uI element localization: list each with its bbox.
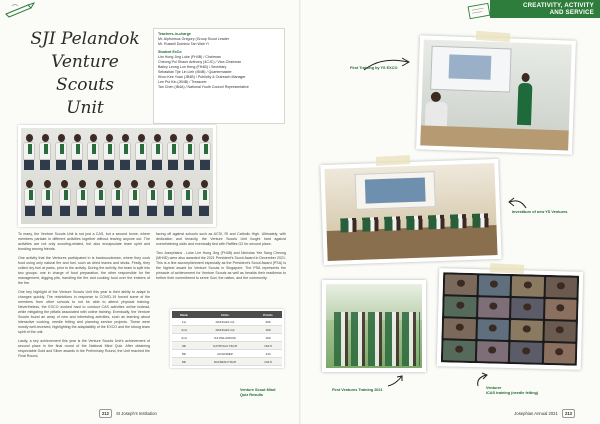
group-member-figure <box>183 134 195 170</box>
group-member-figure <box>119 134 131 170</box>
tape-decoration <box>490 263 524 274</box>
article-column-1 <box>18 232 150 363</box>
caption-investiture: Investiture of new YS Ventures <box>512 210 568 214</box>
group-member-figure <box>94 180 106 216</box>
article-column-2 <box>156 232 286 285</box>
video-tile <box>510 320 542 341</box>
video-tile <box>443 318 475 339</box>
group-member-figure <box>198 180 210 216</box>
committee-info-box <box>153 28 285 124</box>
left-footer <box>96 409 157 418</box>
table-cell: ACSINDEP <box>196 350 254 358</box>
investiture-image <box>324 163 497 261</box>
video-tile <box>545 299 577 320</box>
section-header-line-2: AND SERVICE <box>549 9 594 16</box>
group-member-figure <box>128 180 140 216</box>
video-tile <box>543 343 575 364</box>
table-cell: 190 <box>254 326 282 334</box>
paragraph: One activity that the Ventures participated in is backwoodsman, where they cook food using only natural fire and fuel, such as dried leaves and sticks. Firstly, they collect dry fuel at parks, prior to the activity. During the activity, the team is split into two groups: one in charge of food preparation, the other responsible for fire management, digging pits, handling the fire and cooking food over the embers of the fire. <box>18 256 150 285</box>
group-member-figure <box>167 134 179 170</box>
table-row <box>172 334 282 342</box>
table-cell: DUNMAN HIGH <box>196 358 254 366</box>
teachers-heading: Teachers-in-charge <box>158 32 191 36</box>
video-tile <box>545 277 577 298</box>
table-cell: 132.5 <box>254 358 282 366</box>
video-tile <box>510 342 542 363</box>
outdoor-group-image <box>326 284 422 368</box>
caption-first-training: First Training by YS EXCO <box>350 66 398 70</box>
table-header-units: Units <box>196 311 254 318</box>
group-member-figure <box>111 180 123 216</box>
right-footer <box>514 409 578 418</box>
exco-line: Cheong Pui Shaun Anthony (4CJC) / Vice-Chairman <box>158 60 242 64</box>
video-call-grid <box>441 272 579 366</box>
caption-first-scout-training: First Ventures Training 2021 <box>332 388 383 392</box>
video-tile <box>478 275 510 296</box>
caption-online-line-2: iCAS training (needle felting) <box>486 391 539 395</box>
video-tile <box>476 341 508 362</box>
teacher-line: Mr. Alphonsus Gregory (Group Scout Leader <box>158 37 230 41</box>
table-caption-line-1: Venture Scout Mind <box>240 388 276 392</box>
video-tile <box>444 296 476 317</box>
photo-online-training <box>437 268 584 370</box>
table-row <box>172 326 282 334</box>
paragraph: Two Josephians - Luke Lim Hong Jing (FH4B) and Nicholas Yee Sang Cheung (MH4D) were also awarded the 2021 President's Scout Award in December 2021. This is a fine accomplishment especially as the President's Scout Award (PSA) is the highest award for Venture Scouts in Singapore. The PSA represents the pinnacle of achievement for Venture Scouts as well as heralds their readiness to further their commitment to serve God, the nation, and the community. <box>156 251 286 280</box>
exco-line: Sebastian Tjie Lin Lieh (IB4B) / Quartermaster <box>158 70 232 74</box>
photo-first-training <box>416 35 576 154</box>
table-cell: 162.5 <box>254 342 282 350</box>
teacher-line: Mr. Russell Dominic Tan Wah Yi <box>158 42 209 46</box>
caption-online-training <box>486 386 566 396</box>
left-footer-text: St Joseph's Institution <box>116 411 157 416</box>
section-header-line-1: CREATIVITY, ACTIVITY <box>522 2 594 9</box>
group-photo <box>18 125 216 227</box>
table-cell: 206 <box>254 318 282 326</box>
video-tile <box>445 274 477 295</box>
table-cell: 4th <box>172 342 196 350</box>
table-cell: SJI PELANDOK <box>196 334 254 342</box>
group-member-figure <box>181 180 193 216</box>
group-member-figure <box>41 180 53 216</box>
video-tile <box>511 298 543 319</box>
group-member-figure <box>163 180 175 216</box>
photo-first-scout-training <box>322 280 426 372</box>
table-row <box>172 342 282 350</box>
video-call-grid-image <box>441 272 579 366</box>
exco-line: Tan Chen (IB4A) / National Youth Council Representative <box>158 85 249 89</box>
group-member-figure <box>199 134 211 170</box>
quiz-results-table <box>170 309 284 368</box>
group-member-figure <box>23 134 35 170</box>
table-cell: 1st <box>172 318 196 326</box>
table-cell: 5th <box>172 350 196 358</box>
table-cell: 190 <box>254 334 282 342</box>
table-cell: 143 <box>254 350 282 358</box>
video-tile <box>512 276 544 297</box>
table-cell: RAFFLES G2 <box>196 326 254 334</box>
table-header-points: Points <box>254 311 282 318</box>
arrow-doodle-icon <box>386 374 406 388</box>
table-caption <box>240 388 296 398</box>
video-tile <box>478 297 510 318</box>
table-cell: 2nd <box>172 326 196 334</box>
paragraph: Lastly, a key achievement this year is the Venture Scouts Unit's achievement of second place in the final round of the National Mind Quiz. After obtaining respectable Gold and Silver awards in the Preliminary Round, the Unit reached the Final Round, <box>18 339 150 358</box>
page-title <box>26 28 144 120</box>
table-cell: 6th <box>172 358 196 366</box>
table-header-rank: Rank <box>172 311 196 318</box>
right-footer-text: Josephian Annual 2021 <box>514 411 558 416</box>
pencil-doodle-icon <box>4 2 38 18</box>
table-row <box>172 350 282 358</box>
group-member-figure <box>59 180 71 216</box>
group-member-figure <box>151 134 163 170</box>
paragraph: To many, the Venture Scouts Unit is not just a CAS, but a second home, where members partake in different activities together without leaving anyone out. The activities are not only scouting-related, but also encapsulate team spirit and bonding among friends. <box>18 232 150 251</box>
group-member-figure <box>55 134 67 170</box>
group-member-figure <box>87 134 99 170</box>
group-member-figure <box>39 134 51 170</box>
table-row <box>172 318 282 326</box>
exco-line: Lim Hong Jing Luke (FH4B) / Chairman <box>158 55 221 59</box>
left-page-number: 212 <box>99 409 112 418</box>
right-page-number: 213 <box>562 409 575 418</box>
tape-decoration <box>376 155 410 166</box>
group-member-figure <box>71 134 83 170</box>
video-tile <box>544 321 576 342</box>
caption-online-line-1: Venturer <box>486 386 502 390</box>
photo-investiture <box>320 159 501 265</box>
group-member-figure <box>76 180 88 216</box>
exco-heading: Student ExCo <box>158 50 182 54</box>
title-line-1: SJI Pelandok <box>30 29 140 49</box>
group-photo-image <box>21 128 213 224</box>
page-gutter <box>299 0 301 424</box>
exco-line: Bailey Leong Lun Heng (FH4B) / Secretary <box>158 65 227 69</box>
table-caption-line-2: Quiz Results <box>240 393 263 397</box>
classroom-image <box>420 39 572 150</box>
table-cell: RAFFLES G1 <box>196 318 254 326</box>
table-cell: CATHOLIC HIGH <box>196 342 254 350</box>
group-member-figure <box>135 134 147 170</box>
paragraph: One key highlight of the Venture Scouts Unit this year is their ability to adapt to changes quickly. The restrictions in response to COVID-19 forced some of the members from other schools to not be able to attend physical training. Nevertheless, the EXCO worked hard to conduct CAS activities online instead, while mitigating the pitfalls associated with online training. Eventually, the Venture Scouts found an array of new and interesting activities, such as learning about interactive cooking, needle felting and planning service projects. These were mostly well-received, highlighting the adaptability of the EXCO and the strong team spirit of the unit. <box>18 290 150 334</box>
group-member-figure <box>103 134 115 170</box>
title-line-2: Venture Scouts <box>51 52 119 95</box>
exco-line: Khoo Kee Yuan (JB4B) / Publicity & Outreach Manager <box>158 75 246 79</box>
table-row <box>172 358 282 366</box>
arrow-doodle-icon <box>506 196 528 210</box>
paragraph: facing off against schools such as ACSI, RI and Catholic High. Ultimately, with dedication and tenacity, the Venture Scouts Unit fought hard against overwhelming odds and eventually tied with Raffles G2 for second place. <box>156 232 286 246</box>
section-header-title <box>494 2 594 16</box>
title-line-3: Unit <box>66 98 104 118</box>
table-cell: 2nd <box>172 334 196 342</box>
group-member-figure <box>146 180 158 216</box>
group-member-figure <box>24 180 36 216</box>
exco-line: Lee Pui Kin (JB4B) / Treasurer <box>158 80 207 84</box>
video-tile <box>477 319 509 340</box>
video-tile <box>443 340 475 361</box>
